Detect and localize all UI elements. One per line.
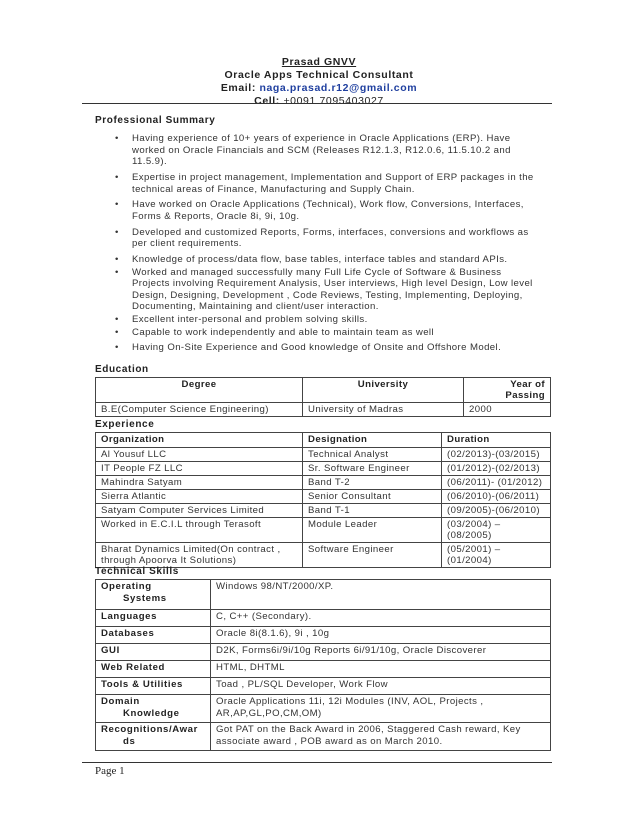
table-cell: (06/2011)- (01/2012) bbox=[442, 476, 551, 490]
table-row bbox=[96, 644, 551, 661]
table-cell: (05/2001) – (01/2004) bbox=[442, 543, 551, 568]
table-row bbox=[96, 448, 551, 462]
skill-value: Oracle Applications 11i, 12i Modules (INV, AOL, Projects , AR,AP,GL,PO,CM,OM) bbox=[211, 695, 551, 723]
summary-item: • Having On-Site Experience and Good knowledge of Onsite and Offshore Model. bbox=[115, 342, 502, 354]
table-row bbox=[96, 678, 551, 695]
table-cell: Band T-2 bbox=[303, 476, 442, 490]
table-cell: Module Leader bbox=[303, 518, 442, 543]
column-header: Organization bbox=[96, 433, 303, 448]
bullet-icon: • bbox=[115, 342, 119, 354]
table-row bbox=[96, 462, 551, 476]
table-row bbox=[96, 695, 551, 723]
column-header: Year of Passing bbox=[464, 378, 551, 403]
candidate-name: Prasad GNVV bbox=[281, 56, 357, 68]
table-cell: Al Yousuf LLC bbox=[96, 448, 303, 462]
bullet-icon: • bbox=[115, 171, 119, 183]
bullet-icon: • bbox=[115, 326, 119, 338]
skill-value: C, C++ (Secondary). bbox=[211, 610, 551, 627]
skill-category: Operating Systems bbox=[96, 580, 211, 610]
cell-label: Cell: bbox=[254, 95, 280, 107]
skill-category: Languages bbox=[96, 610, 211, 627]
table-row bbox=[96, 543, 551, 568]
skill-category: Recognitions/Awar ds bbox=[96, 723, 211, 751]
cell-line bbox=[0, 95, 638, 108]
column-header: Degree bbox=[96, 378, 303, 403]
table-cell: (06/2010)-(06/2011) bbox=[442, 490, 551, 504]
column-header: University bbox=[303, 378, 464, 403]
bullet-icon: • bbox=[115, 199, 119, 211]
summary-list bbox=[110, 133, 540, 358]
page-number: Page 1 bbox=[95, 765, 125, 777]
skill-value: Toad , PL/SQL Developer, Work Flow bbox=[211, 678, 551, 695]
table-cell: (03/2004) – (08/2005) bbox=[442, 518, 551, 543]
table-cell: B.E(Computer Science Engineering) bbox=[96, 403, 303, 417]
bullet-icon: • bbox=[115, 314, 119, 326]
summary-heading: Professional Summary bbox=[95, 115, 216, 126]
candidate-title: Oracle Apps Technical Consultant bbox=[224, 69, 414, 81]
skill-value: Windows 98/NT/2000/XP. bbox=[211, 580, 551, 610]
table-row bbox=[96, 504, 551, 518]
header bbox=[0, 56, 638, 108]
bullet-icon: • bbox=[115, 226, 119, 238]
skill-value: HTML, DHTML bbox=[211, 661, 551, 678]
skill-category: Tools & Utilities bbox=[96, 678, 211, 695]
education-table bbox=[95, 377, 551, 417]
summary-item: • Developed and customized Reports, Forms, interfaces, conversions and workflows as per client requirements. bbox=[115, 226, 529, 250]
skill-category: GUI bbox=[96, 644, 211, 661]
email-label: Email: bbox=[220, 82, 256, 94]
table-row bbox=[96, 661, 551, 678]
email-link[interactable]: naga.prasad.r12@gmail.com bbox=[259, 82, 418, 94]
email-line bbox=[0, 82, 638, 95]
table-cell: Sr. Software Engineer bbox=[303, 462, 442, 476]
experience-heading: Experience bbox=[95, 419, 155, 430]
table-row bbox=[96, 403, 551, 417]
experience-table bbox=[95, 432, 551, 568]
table-row bbox=[96, 580, 551, 610]
summary-item: • Have worked on Oracle Applications (Technical), Work flow, Conversions, Interfaces, Forms & Reports, Oracle 8i, 9i, 10g. bbox=[115, 199, 524, 222]
summary-item: • Capable to work independently and able to maintain team as well bbox=[115, 326, 434, 338]
skills-table bbox=[95, 579, 551, 751]
table-cell: IT People FZ LLC bbox=[96, 462, 303, 476]
table-row bbox=[96, 518, 551, 543]
bullet-icon: • bbox=[115, 254, 119, 266]
table-row bbox=[96, 476, 551, 490]
header-divider bbox=[82, 103, 552, 104]
table-cell: (09/2005)-(06/2010) bbox=[442, 504, 551, 518]
skills-heading: Technical Skills bbox=[95, 566, 179, 577]
summary-item: • Knowledge of process/data flow, base tables, interface tables and standard APIs. bbox=[115, 254, 508, 266]
table-cell: Sierra Atlantic bbox=[96, 490, 303, 504]
skill-value: D2K, Forms6i/9i/10g Reports 6i/91/10g, Oracle Discoverer bbox=[211, 644, 551, 661]
table-header-row bbox=[96, 378, 551, 403]
table-row bbox=[96, 610, 551, 627]
skill-category: Web Related bbox=[96, 661, 211, 678]
table-cell: (02/2013)-(03/2015) bbox=[442, 448, 551, 462]
table-cell: Worked in E.C.I.L through Terasoft bbox=[96, 518, 303, 543]
summary-item: • Expertise in project management, Implementation and Support of ERP packages in the technical areas of Finance, Manufacturing and Supply Chain. bbox=[115, 171, 534, 195]
bullet-icon: • bbox=[115, 266, 119, 278]
table-row bbox=[96, 723, 551, 751]
skill-category: Domain Knowledge bbox=[96, 695, 211, 723]
table-cell: 2000 bbox=[464, 403, 551, 417]
table-cell: (01/2012)-(02/2013) bbox=[442, 462, 551, 476]
table-cell: University of Madras bbox=[303, 403, 464, 417]
skill-category: Databases bbox=[96, 627, 211, 644]
table-cell: Technical Analyst bbox=[303, 448, 442, 462]
footer-divider bbox=[82, 762, 552, 763]
summary-item: • Excellent inter-personal and problem solving skills. bbox=[115, 314, 368, 326]
table-cell: Senior Consultant bbox=[303, 490, 442, 504]
column-header: Duration bbox=[442, 433, 551, 448]
education-heading: Education bbox=[95, 364, 149, 375]
table-row bbox=[96, 490, 551, 504]
skill-value: Oracle 8i(8.1.6), 9i , 10g bbox=[211, 627, 551, 644]
table-cell: Band T-1 bbox=[303, 504, 442, 518]
skill-value: Got PAT on the Back Award in 2006, Staggered Cash reward, Key associate award , POB award as on March 2010. bbox=[211, 723, 551, 751]
table-cell: Satyam Computer Services Limited bbox=[96, 504, 303, 518]
summary-item: • Worked and managed successfully many Full Life Cycle of Software & Business Projects involving Requirement Analysis, User interviews, High level Design, Low level Design, Designing, Development , Code Reviews, Testing, Implementing, Deploying, Documenting, Maintaining and client/user interaction. bbox=[115, 266, 533, 313]
bullet-icon: • bbox=[115, 133, 119, 144]
table-cell: Software Engineer bbox=[303, 543, 442, 568]
cell-value: +0091 7095403027 bbox=[283, 95, 384, 107]
column-header: Designation bbox=[303, 433, 442, 448]
table-row bbox=[96, 627, 551, 644]
table-cell: Mahindra Satyam bbox=[96, 476, 303, 490]
table-cell: Bharat Dynamics Limited(On contract , through Apoorva It Solutions) bbox=[96, 543, 303, 568]
table-header-row bbox=[96, 433, 551, 448]
summary-item: • Having experience of 10+ years of experience in Oracle Applications (ERP). Have worked on Oracle Financials and SCM (Releases R12.1.3, R12.0.6, 11.5.10.2 and 11.5.9). bbox=[115, 133, 511, 168]
